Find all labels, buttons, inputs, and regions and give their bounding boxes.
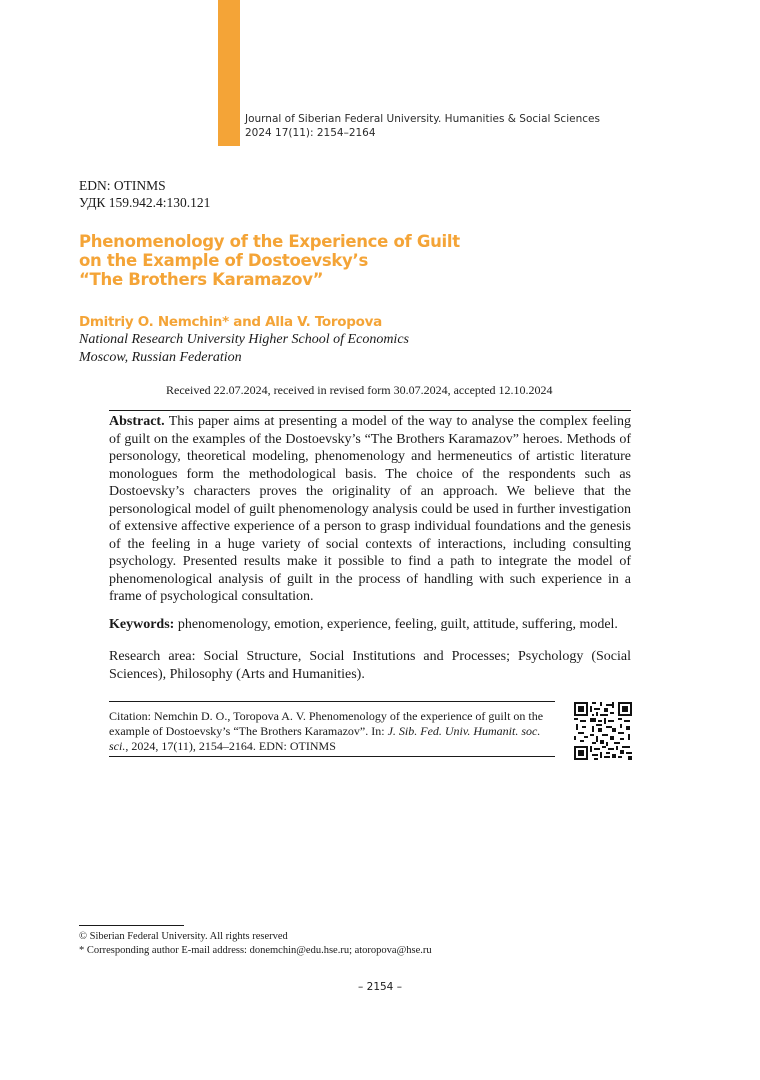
affiliation [79, 331, 409, 367]
citation-top-rule [109, 701, 555, 702]
title-line-1: Phenomenology of the Experience of Guilt [79, 232, 460, 251]
keywords [109, 616, 631, 634]
citation-part-1: Citation: Nemchin D. O., Toropova A. V. Phenomenology of the experience of guilt on the example of Dostoevsky’s “The Brothers Karamazov”. In: [109, 709, 544, 738]
copyright-note: © Siberian Federal University. All rights reserved [79, 931, 288, 942]
affiliation-location: Moscow, Russian Federation [79, 350, 242, 365]
footnotes [79, 930, 432, 958]
received-dates: Received 22.07.2024, received in revised form 30.07.2024, accepted 12.10.2024 [166, 383, 553, 397]
abstract-label: Abstract. [109, 414, 165, 429]
footnote-rule [79, 925, 184, 926]
journal-header [245, 112, 600, 140]
title-line-2: on the Example of Dostoevsky’s [79, 251, 368, 270]
accent-bar [218, 0, 240, 146]
edn-code: EDN: OTINMS [79, 178, 166, 193]
abstract [109, 413, 631, 606]
abstract-top-rule [109, 410, 631, 411]
abstract-text: This paper aims at presenting a model of the way to analyse the complex feeling of guilt on the examples of the Dostoevsky’s “The Brothers Karamazov” heroes. Methods of personology, theoretical modeling, phenomenology and hermeneutics of artistic literature monologues form the methodological basis. The choice of the respondents such as Dostoevsky’s characters proves the originality of an approach. We believe that the personological model of guilt phenomenology analysis could be used in further investigation of extensive affective experience of a person to grasp individual foundations and the genesis of the feeling in a huge variety of social contexts of interactions, including consulting psychology. Presented results make it possible to find a path to integrate the model of phenomenological analysis of guilt in the process of handling with such experience in a frame of psychological consultation. [109, 414, 631, 604]
authors: Dmitriy O. Nemchin* and Alla V. Toropova [79, 314, 382, 330]
paper-title [79, 232, 460, 289]
qr-code[interactable] [574, 702, 632, 760]
keywords-text: phenomenology, emotion, experience, feeling, guilt, attitude, suffering, model. [174, 617, 618, 632]
citation-journal: J. Sib. Fed. Univ. Humanit. soc. sci. [109, 724, 541, 753]
journal-name: Journal of Siberian Federal University. Humanities & Social Sciences [245, 113, 600, 125]
keywords-label: Keywords: [109, 617, 175, 632]
citation-bottom-rule [109, 756, 555, 757]
identifiers [79, 177, 210, 211]
research-area: Research area: Social Structure, Social Institutions and Processes; Psychology (Social Sciences), Philosophy (Arts and Humanities). [109, 649, 631, 682]
citation [109, 709, 555, 754]
corresponding-author-note: * Corresponding author E-mail address: donemchin@edu.hse.ru; atoropova@hse.ru [79, 945, 432, 956]
citation-part-2: , 2024, 17(11), 2154–2164. EDN: OTINMS [125, 739, 336, 753]
title-line-3: “The Brothers Karamazov” [79, 270, 324, 289]
affiliation-institution: National Research University Higher School of Economics [79, 332, 409, 347]
page-number: – 2154 – [358, 981, 402, 993]
udk-code: УДК 159.942.4:130.121 [79, 195, 211, 210]
journal-issue: 2024 17(11): 2154–2164 [245, 127, 376, 139]
